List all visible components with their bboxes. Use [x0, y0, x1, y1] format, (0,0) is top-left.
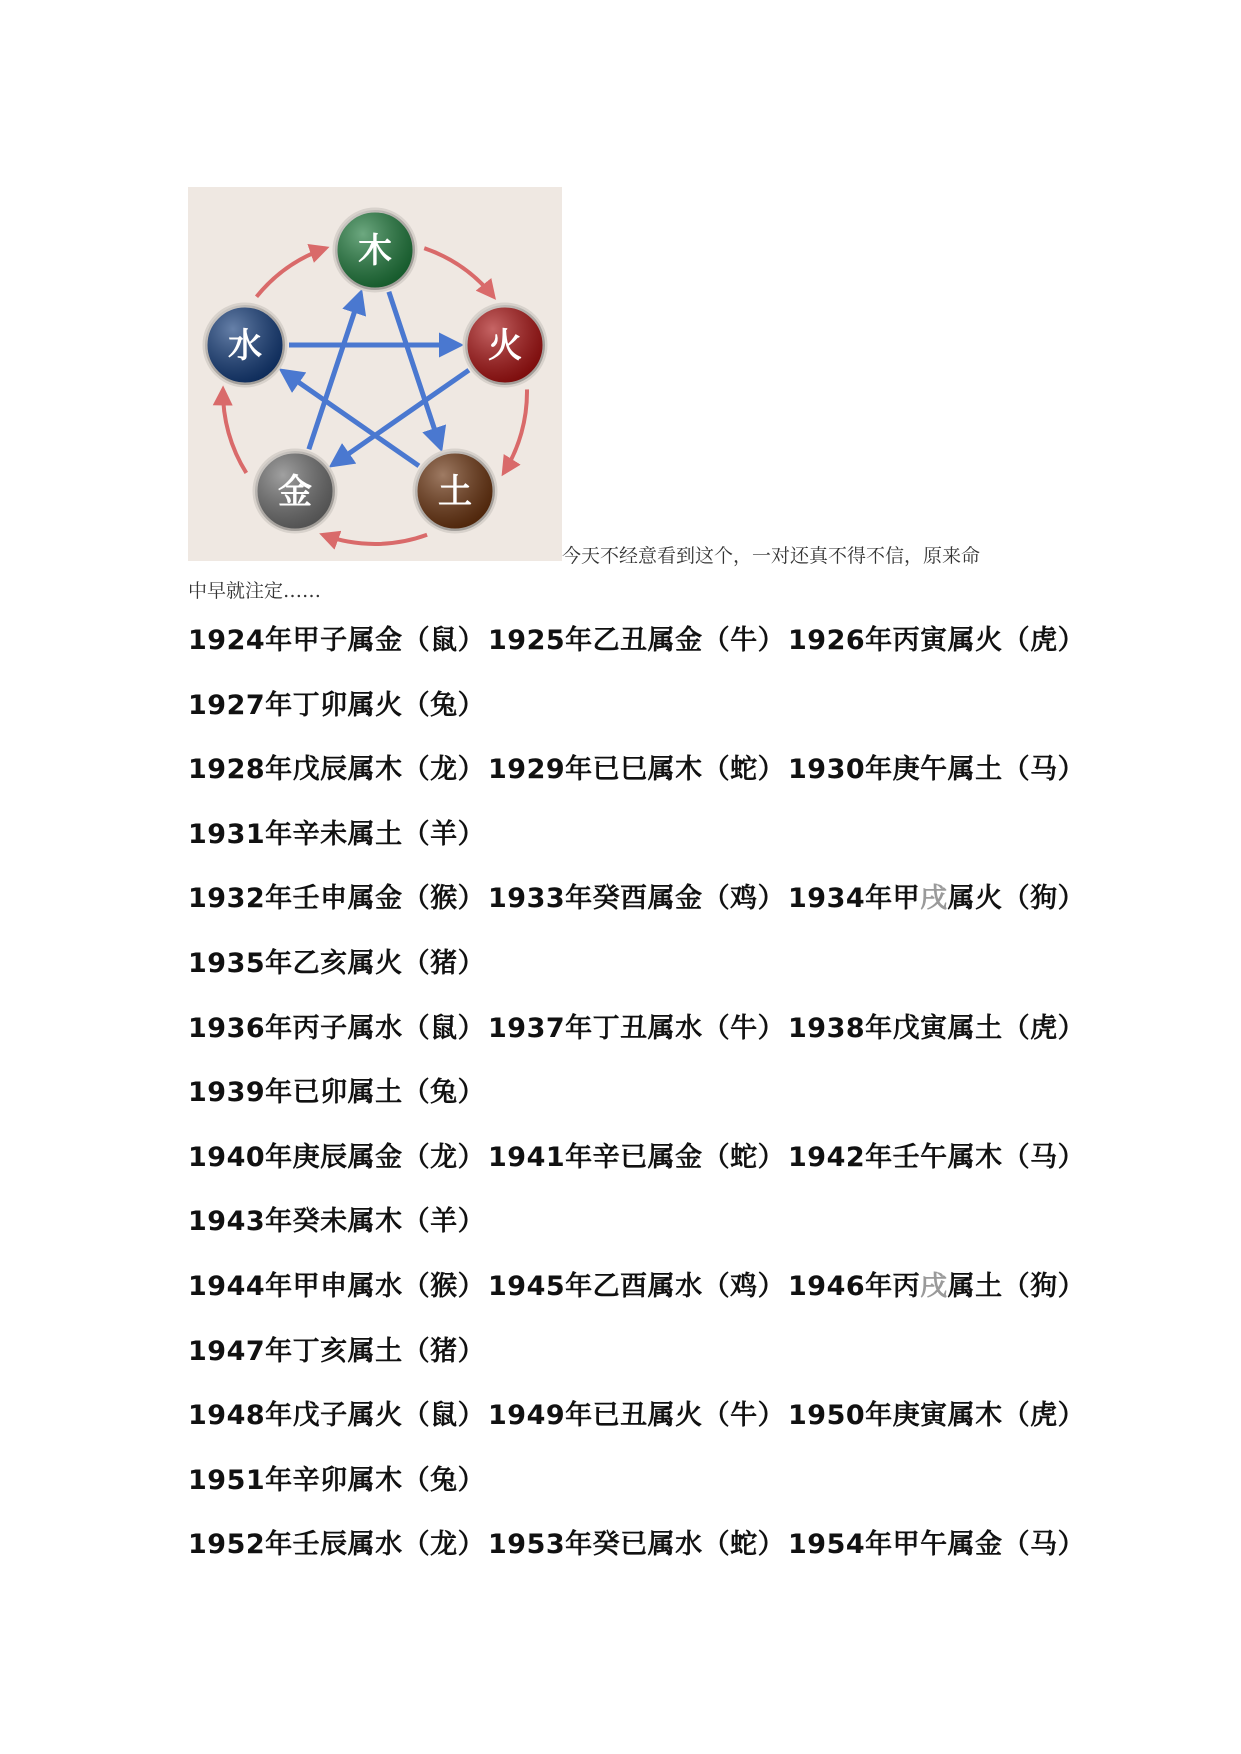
element-label: 水: [228, 326, 262, 366]
year-entry: 1953年癸已属水（蛇）: [488, 1529, 786, 1561]
five-elements-diagram: [188, 187, 562, 561]
year-entry: 1935年乙亥属火（猪）: [188, 948, 486, 979]
generating-arrow: [257, 248, 326, 297]
year-entry: 1925年乙丑属金（牛）: [488, 625, 786, 656]
element-node: [415, 451, 495, 531]
element-node: [255, 451, 335, 531]
year-entry: 1951年辛卯属木（兔）: [188, 1464, 486, 1496]
controlling-arrow: [389, 292, 441, 448]
caption-line-2: 中早就注定……: [188, 580, 322, 602]
year-entry: 1926年丙寅属火（虎）: [788, 625, 1086, 656]
element-label: 土: [438, 472, 472, 512]
year-entry: 1940年庚辰属金（龙）: [188, 1141, 486, 1173]
year-entry: 1945年乙酉属水（鸡）: [488, 1271, 786, 1302]
year-entry: 1927年丁卯属火（兔）: [188, 689, 486, 721]
year-entry: 1942年壬午属木（马）: [788, 1141, 1086, 1173]
year-entry: 1931年辛未属土（羊）: [188, 818, 486, 850]
year-entry: 1932年壬申属金（猴）: [188, 883, 486, 915]
generating-arrow: [424, 248, 493, 297]
year-entry: 1943年癸未属木（羊）: [188, 1206, 486, 1238]
year-entry: 1924年甲子属金（鼠）: [188, 625, 486, 656]
element-node: [335, 210, 415, 290]
element-label: 金: [278, 472, 312, 512]
year-entry: 1934年甲戌属火（狗）: [788, 883, 1086, 915]
element-label: 木: [358, 231, 392, 271]
year-entry: 1928年戊辰属木（龙）: [188, 754, 486, 786]
generating-arrow: [504, 389, 527, 472]
element-node: [205, 305, 285, 385]
year-entry: 1952年壬辰属水（龙）: [188, 1529, 486, 1561]
year-entry: 1936年丙子属水（鼠）: [188, 1012, 486, 1044]
element-label: 火: [488, 326, 522, 366]
year-entry: 1938年戊寅属土（虎）: [788, 1012, 1086, 1044]
year-entry: 1944年甲申属水（猴）: [188, 1271, 486, 1302]
year-entry: 1933年癸酉属金（鸡）: [488, 883, 786, 915]
controlling-arrow: [309, 294, 361, 450]
year-entry: 1954年甲午属金（马）: [788, 1529, 1086, 1561]
year-entry: 1930年庚午属土（马）: [788, 754, 1086, 786]
year-entry: 1947年丁亥属土（猪）: [188, 1335, 486, 1367]
year-entry: 1941年辛已属金（蛇）: [488, 1141, 786, 1173]
five-elements-svg: [188, 187, 562, 561]
year-entry: 1946年丙戌属土（狗）: [788, 1271, 1086, 1302]
generating-arrow: [323, 535, 427, 544]
element-node: [465, 305, 545, 385]
year-entry: 1948年戊子属火（鼠）: [188, 1400, 486, 1432]
year-entry: 1929年已巳属木（蛇）: [488, 754, 786, 786]
year-entry: 1939年已卯属土（兔）: [188, 1077, 486, 1109]
caption-line-1: 今天不经意看到这个，一对还真不得不信，原来命: [562, 545, 981, 567]
year-entry: 1950年庚寅属木（虎）: [788, 1400, 1086, 1432]
year-entry: 1949年已丑属火（牛）: [488, 1400, 786, 1432]
year-entry: 1937年丁丑属水（牛）: [488, 1012, 786, 1044]
generating-arrow: [223, 389, 246, 472]
